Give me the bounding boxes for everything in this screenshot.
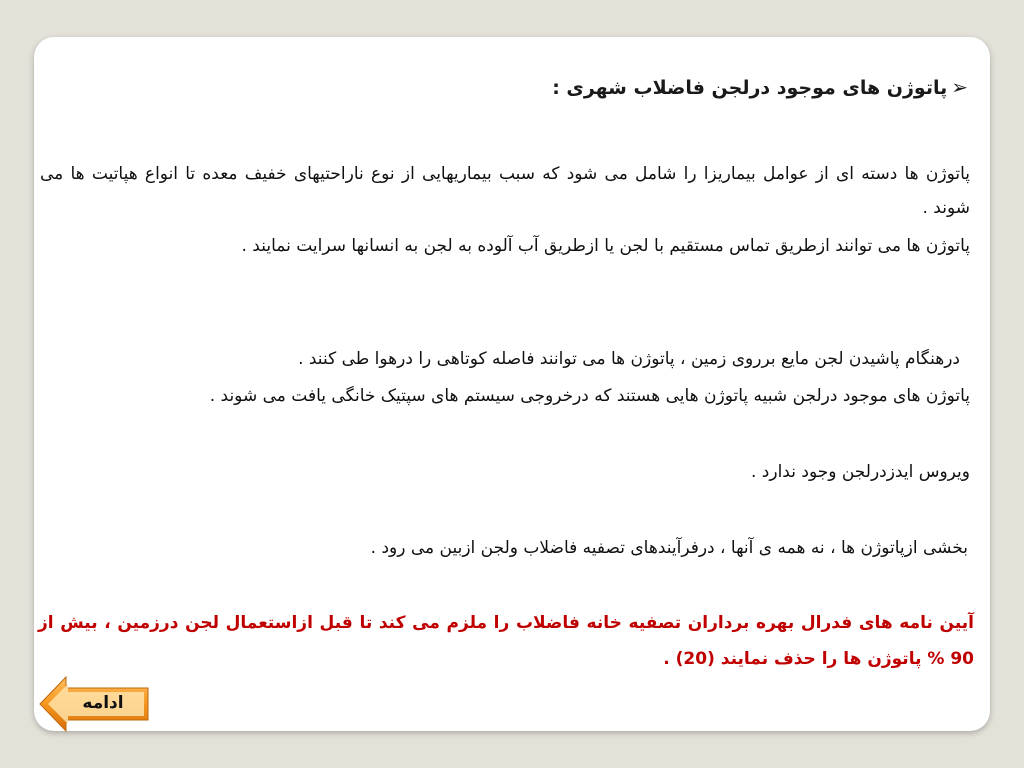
continue-button-label: ادامه: [82, 693, 124, 713]
paragraph-treatment-removal: بخشی ازپاتوژن ها ، نه همه ی آنها ، درفرآیندهای تصفیه فاضلاب ولجن ازبین می رود .: [370, 538, 968, 558]
paragraph-septic-similarity: پاتوژن های موجود درلجن شبیه پاتوژن هایی هستند که درخروجی سیستم های سپتیک خانگی یافت می شوند .: [209, 386, 970, 406]
slide-title: [552, 75, 968, 99]
paragraph-spraying: درهنگام پاشیدن لجن مایع برروی زمین ، پاتوژن ها می توانند فاصله کوتاهی را درهوا طی کنند .: [298, 349, 960, 369]
paragraph-transmission: پاتوژن ها می توانند ازطریق تماس مستقیم با لجن یا ازطریق آب آلوده به لجن به انسانها سرایت نمایند .: [241, 236, 970, 256]
slide-title-text: پاتوژن های موجود درلجن فاضلاب شهری :: [552, 77, 948, 99]
slide-panel: [34, 37, 990, 731]
continue-button[interactable]: [38, 675, 150, 733]
paragraph-federal-regulation: آیین نامه های فدرال بهره برداران تصفیه خانه فاضلاب را ملزم می کند تا قبل ازاستعمال لجن درزمین ، بیش از 90 % پاتوژن ها را حذف نمایند (20) .: [38, 613, 974, 669]
arrow-bullet-icon: ➢: [951, 75, 968, 99]
paragraph-hiv: ویروس ایدزدرلجن وجود ندارد .: [751, 462, 970, 482]
paragraph-pathogens-definition: پاتوژن ها دسته ای از عوامل بیماریزا را شامل می شود که سبب بیماریهایی از نوع ناراحتیهای خفیف معده تا انواع هپاتیت ها می شوند .: [40, 164, 970, 218]
